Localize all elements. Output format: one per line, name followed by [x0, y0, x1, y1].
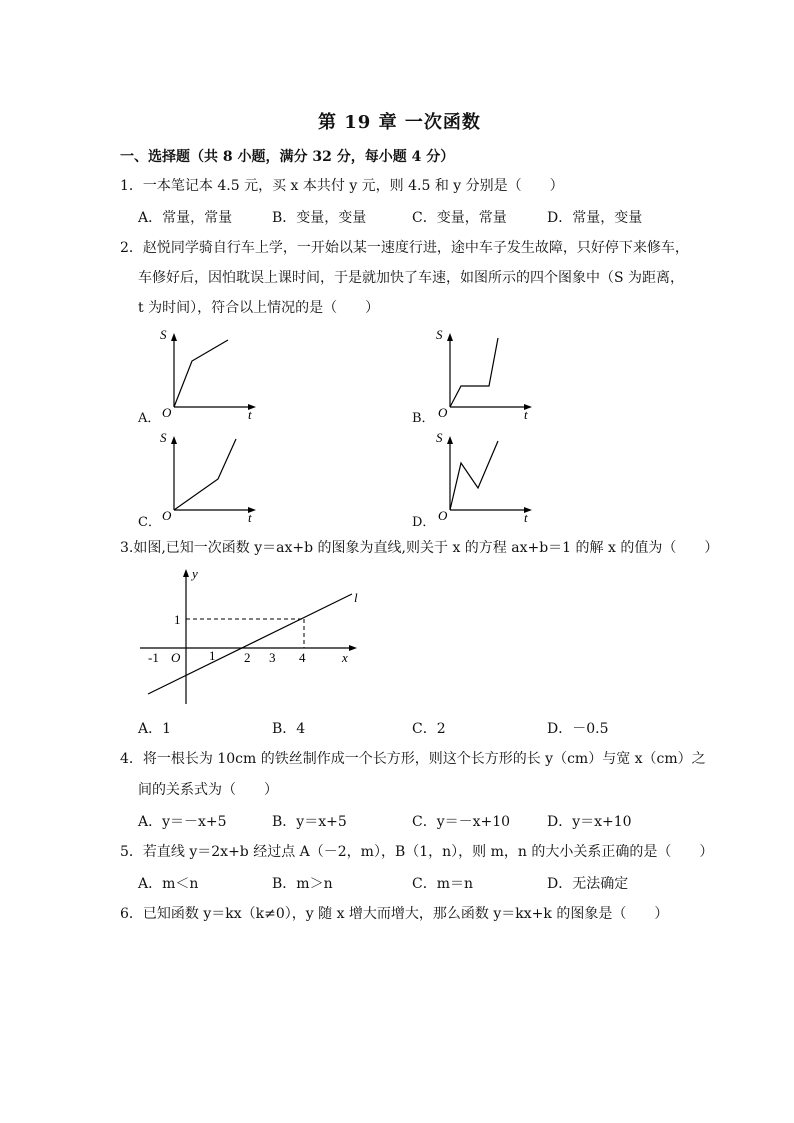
s-axis-label: S — [436, 430, 443, 445]
question-3-stem: 3.如图,已知一次函数 y＝ax+b 的图象为直线,则关于 x 的方程 ax+b＝1 的解 x 的值为（ ） — [120, 540, 719, 556]
q2-option-d-label: D． — [412, 515, 436, 530]
question-1-stem: 1．一本笔记本 4.5 元，买 x 本共付 y 元，则 4.5 和 y 分别是（ ） — [120, 178, 564, 194]
q1-option-a: A．常量，常量 — [138, 210, 233, 226]
question-2-line-2: 车修好后，因怕耽误上课时间，于是就加快了车速，如图所示的四个图象中（S 为距离， — [138, 270, 685, 286]
x-tick-2: 2 — [244, 650, 251, 665]
q5-option-b: B．m＞n — [272, 876, 333, 892]
x-tick-3: 3 — [269, 650, 276, 665]
t-axis-label: t — [524, 407, 528, 422]
y-axis-arrow — [183, 569, 189, 577]
x-tick-4: 4 — [299, 650, 306, 665]
q2-option-a-label: A． — [138, 411, 161, 426]
q4-option-a: A．y＝－x+5 — [138, 814, 227, 830]
q3-option-c: C．2 — [412, 721, 446, 737]
q3-option-b: B．4 — [272, 721, 306, 737]
q2-graph-c — [152, 428, 264, 528]
origin-label: O — [162, 508, 172, 523]
y-axis-arrow — [171, 436, 177, 444]
x-tick-neg1: -1 — [148, 650, 159, 665]
line-l — [148, 594, 352, 694]
section-heading: 一、选择题（共 8 小题，满分 32 分，每小题 4 分） — [120, 149, 455, 165]
q5-option-a: A．m＜n — [138, 876, 199, 892]
y-axis-arrow — [447, 436, 453, 444]
page-title: 第 19 章 一次函数 — [318, 112, 481, 133]
q2-graph-a — [152, 325, 264, 425]
question-4-line-2: 间的关系式为（ ） — [138, 782, 278, 798]
q1-option-c: C．变量，常量 — [412, 210, 507, 226]
question-6-stem: 6．已知函数 y＝kx（k≠0），y 随 x 增大而增大，那么函数 y＝kx+k 的图象是（ ） — [120, 906, 669, 922]
x-axis-label: x — [342, 650, 348, 665]
t-axis-label: t — [524, 510, 528, 525]
y-axis-arrow — [171, 333, 177, 341]
q3-option-a: A．1 — [138, 721, 172, 737]
origin-label: O — [438, 508, 448, 523]
y-axis-arrow — [447, 333, 453, 341]
q1-option-d: D．常量，变量 — [547, 210, 643, 226]
q1-option-b: B．变量，变量 — [272, 210, 367, 226]
line-label: l — [354, 590, 358, 605]
q3-option-d: D．－0.5 — [547, 721, 609, 737]
q4-option-c: C．y＝－x+10 — [412, 814, 511, 830]
y-tick-1: 1 — [174, 612, 181, 627]
y-axis-label: y — [192, 566, 198, 581]
q5-option-c: C．m＝n — [412, 876, 474, 892]
graph-line — [174, 340, 228, 407]
question-4-line-1: 4．将一根长为 10cm 的铁丝制作成一个长方形，则这个长方形的长 y（cm）与宽 x（cm）之 — [120, 751, 706, 767]
x-tick-1: 1 — [209, 648, 216, 663]
origin-label: O — [171, 650, 181, 665]
s-axis-label: S — [160, 327, 167, 342]
q4-option-d: D．y＝x+10 — [547, 814, 632, 830]
question-5-stem: 5．若直线 y＝2x+b 经过点 A（－2，m），B（1，n），则 m，n 的大小关系正确的是（ ） — [120, 844, 714, 860]
q3-graph — [138, 562, 368, 708]
origin-label: O — [162, 405, 172, 420]
origin-label: O — [438, 405, 448, 420]
question-2-line-1: 2．赵悦同学骑自行车上学，一开始以某一速度行进，途中车子发生故障，只好停下来修车， — [120, 240, 689, 256]
q2-graph-b — [428, 325, 540, 425]
t-axis-label: t — [248, 510, 252, 525]
s-axis-label: S — [436, 327, 443, 342]
graph-line — [450, 338, 498, 407]
graph-line — [174, 439, 236, 510]
q2-option-c-label: C． — [138, 515, 161, 530]
question-2-line-3: t 为时间），符合以上情况的是（ ） — [138, 300, 380, 316]
q2-graph-d — [428, 428, 540, 528]
q2-option-b-label: B． — [412, 411, 435, 426]
q4-option-b: B．y＝x+5 — [272, 814, 347, 830]
s-axis-label: S — [160, 430, 167, 445]
graph-line — [450, 441, 498, 510]
q5-option-d: D．无法确定 — [547, 876, 629, 892]
t-axis-label: t — [248, 407, 252, 422]
x-axis-arrow — [349, 645, 357, 651]
